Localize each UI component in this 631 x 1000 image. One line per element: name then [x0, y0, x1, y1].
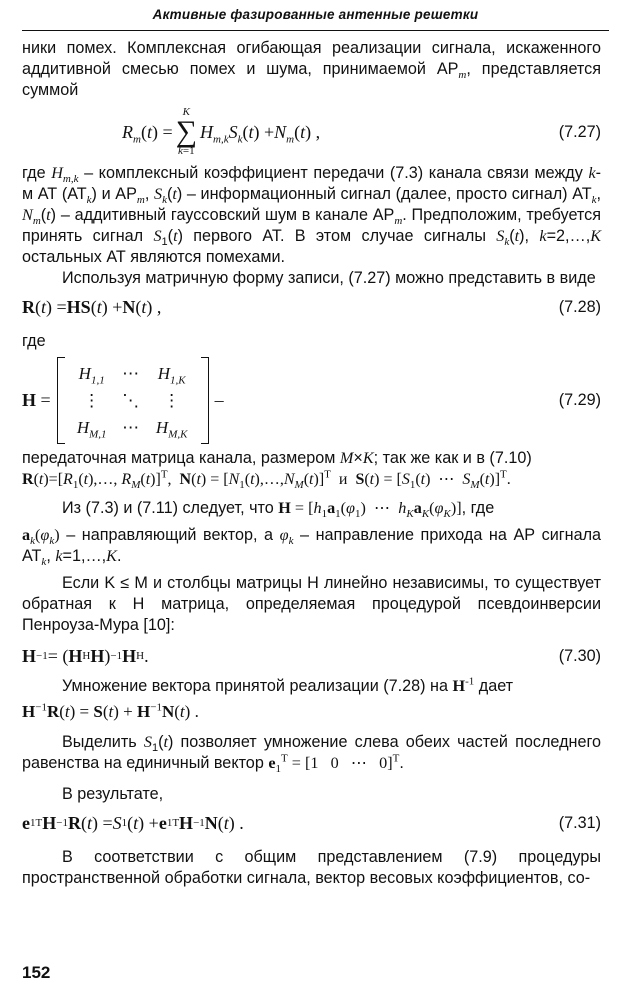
page-body — [22, 38, 601, 889]
equation-7-28: R ( t ) = HS ( t ) + N ( t ) , (7.28) — [22, 296, 601, 317]
equation-number: (7.29) — [558, 390, 601, 409]
result-expression: $H^{-1}R(t) = S(t) + H^{-1}N(t)$ . — [22, 701, 199, 721]
paragraph-2: где $H_{m,k}$ – комплексный коэффициент передачи (7.3) канала связи между k-м АТ $(АТ_k)$ и $АР_m$, $S_k(t)$ – информационный сигнал (далее, просто сигнал) $АТ_k$, $N_m(t)$ – аддитивный гауссовский шум в канале $АР_m$. Предположим, требуется принять сигнал $S_1(t)$ первого АТ. В этом случае сигналы $S_k(t)$, k=2,…,K остальных АТ являются помехами. — [22, 164, 602, 266]
paragraph-12: В соответствии с общим представлением (7.9) процедуры пространственной обработки сигнала, вектор весовых коэффициентов, со- — [22, 848, 601, 887]
equation-7-29: H = $H_{1,1}$ ⋯ $H_{1,K}$ ⋮ ⋱ ⋮ $H_{M,1}$ ⋯ $H_{M,K}$ – (7.29) — [22, 352, 601, 448]
running-header: Активные фазированные антенные решетки — [22, 4, 609, 31]
page-number: 152 — [22, 963, 51, 982]
paragraph-1: ники помех. Комплексная огибающая реализации сигнала, искаженного аддитивной смесью помех и шума, принимаемой $AP_m$, представляется суммой — [22, 39, 601, 99]
paragraph-4: где — [22, 332, 46, 350]
paragraph-8: Если K ≤ M и столбцы матрицы H линейно независимы, то существует обратная к H матрица, определяемая процедурой псевдоинверсии Пенроуза-Мура [10]: — [22, 574, 601, 634]
equation-7-31: e 1 T H −1 R ( t ) = S 1 ( t ) + e 1 T H −1 N ( t ) . (7.31) — [22, 812, 601, 833]
equation-7-27: $R_m$ ( t ) = K ∑ k=1 $H_{m,k}S_k$ ( t ) + $N_m$ ( t ) , (7.27) — [122, 106, 601, 157]
paragraph-11: В результате, — [62, 785, 164, 803]
paragraph-5: передаточная матрица канала, размером M×K; так же как и в (7.10) — [22, 449, 532, 467]
paragraph-9: Умножение вектора принятой реализации (7.28) на $H^{-1}$ дает — [62, 675, 514, 695]
paragraph-10: Выделить $S_1(t)$ позволяет умножение слева обеих частей последнего равенства на единичный вектор $e_1^T = [1$ 0 ⋯ 0]$^T$. — [22, 733, 602, 776]
paragraph-6: Из (7.3) и (7.11) следует, что $H = [h_1a_1(\varphi_1)$ ⋯ $h_Ka_K(\varphi_K)$], где — [62, 499, 495, 521]
equation-7-30: H −1 = ( H H H ) −1 H H . (7.30) — [22, 645, 601, 666]
equation-number: (7.28) — [558, 297, 601, 316]
equation-number: (7.27) — [558, 122, 601, 141]
equation-number: (7.31) — [558, 813, 601, 832]
equation-number: (7.30) — [558, 646, 601, 665]
vector-definitions: $R(t)=[R_1(t),\dots$, $R_M(t)]^T$, $N(t) = [N_1(t),\dots,N_M(t)]^T$ и $S(t) = [S_1(t)$ ⋯ $S_M(t)]^T$. — [22, 468, 511, 492]
paragraph-7: $a_k(\varphi_k)$ – направляющий вектор, а $\varphi_k$ – направление прихода на АР сигнала $АТ_k$, k=1,…,K. — [22, 526, 602, 569]
paragraph-3: Используя матричную форму записи, (7.27) можно представить в виде — [62, 269, 596, 287]
channel-matrix: $H_{1,1}$ ⋯ $H_{1,K}$ ⋮ ⋱ ⋮ $H_{M,1}$ ⋯ $H_{M,K}$ — [57, 357, 209, 444]
